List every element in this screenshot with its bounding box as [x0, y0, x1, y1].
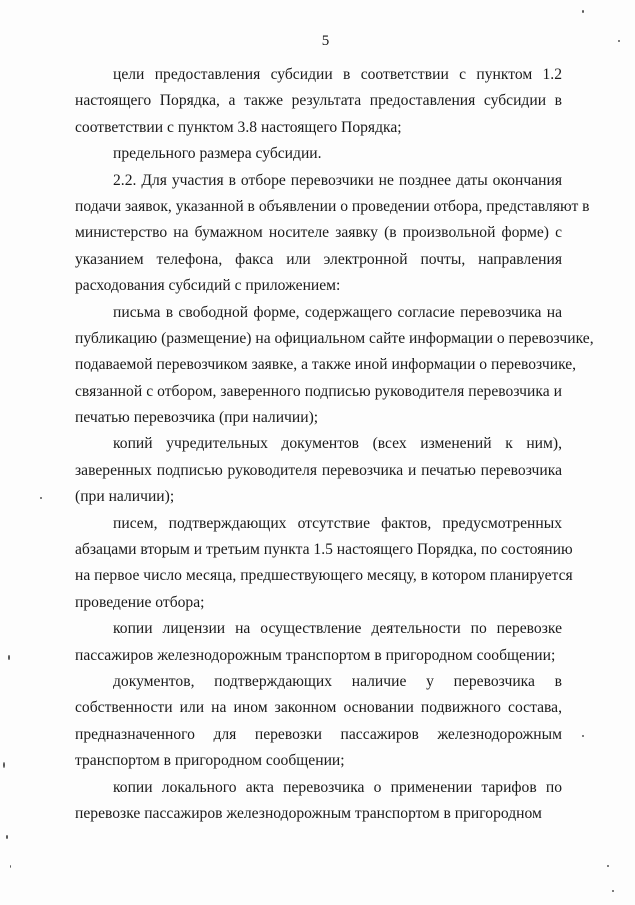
text-line: соответствии с пунктом 3.8 настоящего Порядка;: [75, 118, 402, 136]
scan-speck: [618, 40, 620, 42]
text-line: проведение отбора;: [75, 593, 205, 611]
paragraph: [75, 511, 573, 617]
text-line: заверенных подписью руководителя перевозчика и печатью перевозчика: [75, 461, 562, 479]
document-body: [75, 62, 594, 827]
scan-speck: [607, 865, 609, 867]
text-line: (при наличии);: [75, 488, 175, 506]
scan-speck: [8, 655, 10, 660]
paragraph: [75, 141, 562, 167]
text-line: расходования субсидий с приложением:: [75, 277, 341, 295]
page-number: 5: [321, 33, 330, 49]
text-line: 2.2. Для участия в отборе перевозчики не позднее даты окончания: [113, 171, 562, 189]
paragraph: [75, 300, 594, 432]
text-line: подаваемой перевозчиком заявке, а также иной информации о перевозчике,: [75, 356, 577, 374]
text-line: связанной с отбором, заверенного подписью руководителя перевозчика и: [75, 382, 562, 400]
text-line: настоящего Порядка, а также результата предоставления субсидии в: [75, 92, 562, 110]
text-line: документов, подтверждающих наличие у перевозчика в: [113, 672, 562, 690]
text-line: транспортом в пригородном сообщении;: [75, 752, 345, 770]
text-line: печатью перевозчика (при наличии);: [75, 409, 319, 427]
scan-speck: [40, 497, 42, 499]
scan-speck: [582, 735, 584, 737]
paragraph: [75, 775, 562, 828]
text-line: на первое число месяца, предшествующего месяцу, в котором планируется: [75, 567, 573, 585]
text-line: письма в свободной форме, содержащего согласие перевозчика на: [113, 303, 562, 321]
scan-speck: [3, 762, 5, 768]
scan-speck: [10, 865, 11, 868]
text-line: предназначенного для перевозки пассажиров железнодорожным: [75, 725, 562, 743]
text-line: предельного размера субсидии.: [113, 145, 322, 163]
text-line: абзацами вторым и третьим пункта 1.5 настоящего Порядка, по состоянию: [75, 541, 573, 559]
text-line: перевозке пассажиров железнодорожным транспортом в пригородном: [75, 804, 542, 822]
text-line: подачи заявок, указанной в объявлении о проведении отбора, представляют в: [75, 197, 590, 215]
text-line: копии лицензии на осуществление деятельности по перевозке: [113, 620, 562, 638]
text-line: указанием телефона, факса или электронной почты, направления: [75, 250, 562, 268]
text-line: цели предоставления субсидии в соответствии с пунктом 1.2: [113, 66, 562, 83]
text-line: пассажиров железнодорожным транспортом в пригородном сообщении;: [75, 646, 556, 664]
paragraph: [75, 62, 562, 141]
paragraph: [75, 616, 562, 669]
text-line: копии локального акта перевозчика о применении тарифов по: [113, 778, 562, 796]
scan-speck: [612, 890, 614, 892]
paragraph: [75, 168, 590, 300]
text-line: министерство на бумажном носителе заявку (в произвольной форме) с: [75, 224, 562, 242]
paragraph: [75, 669, 562, 775]
scan-speck: [582, 10, 584, 13]
paragraph: [75, 431, 562, 510]
text-line: собственности или на ином законном основании подвижного состава,: [75, 699, 562, 717]
text-line: публикацию (размещение) на официальном сайте информации о перевозчике,: [75, 329, 594, 347]
scan-speck: [6, 835, 8, 839]
text-line: писем, подтверждающих отсутствие фактов, предусмотренных: [113, 514, 562, 532]
text-line: копий учредительных документов (всех изменений к ним),: [113, 435, 562, 453]
